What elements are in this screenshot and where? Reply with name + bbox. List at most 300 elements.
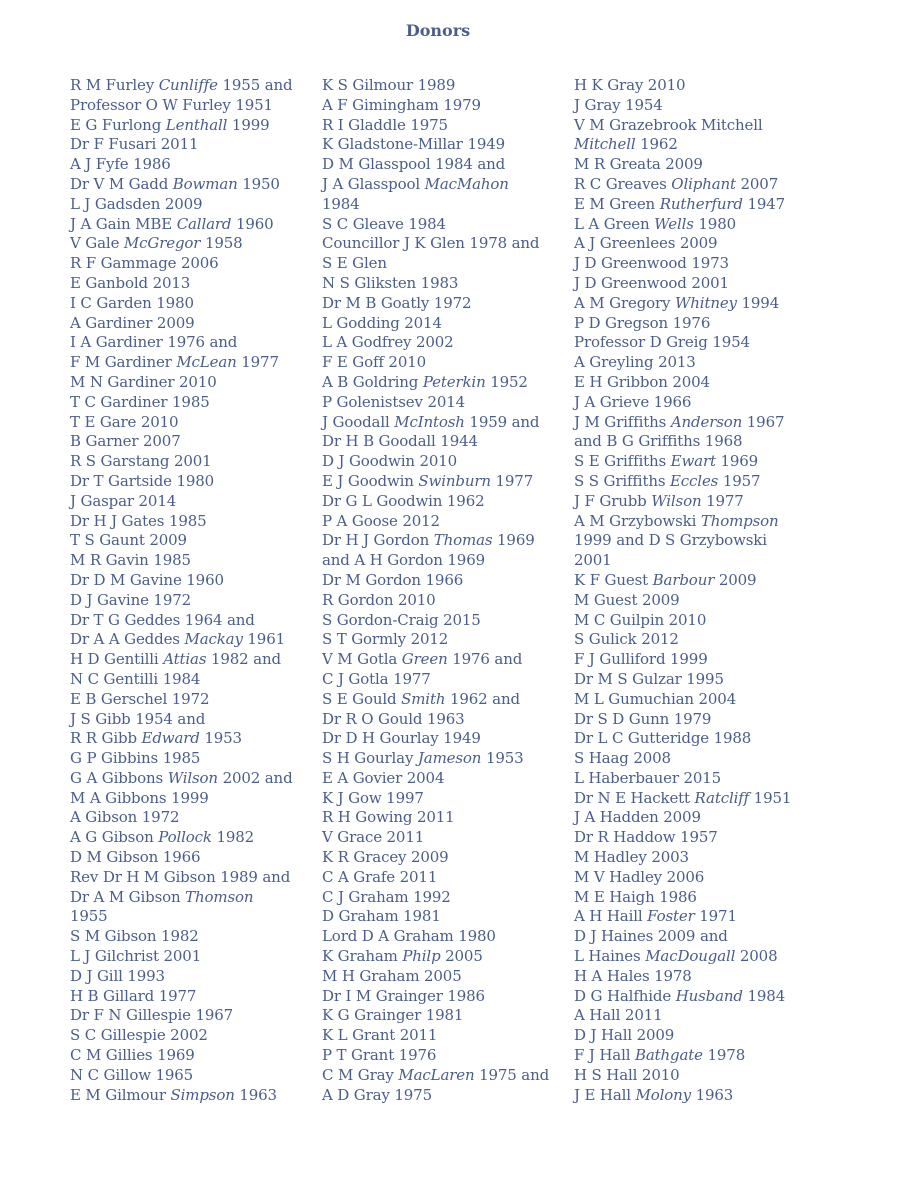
donor-entry — [574, 155, 814, 175]
donor-maiden-name: McGregor — [123, 234, 201, 253]
donor-entry-line — [70, 194, 310, 215]
donor-text: J A Glasspool — [322, 174, 425, 193]
donor-entry — [322, 729, 562, 749]
donor-text: Dr D M Gavine 1960 — [70, 570, 224, 589]
donor-text: A G Gibson — [70, 828, 159, 847]
donor-text: A M Grzybowski — [574, 511, 701, 530]
donor-text: H A Hales 1978 — [574, 966, 692, 985]
donor-text: D J Haines 2009 and — [574, 927, 728, 946]
donor-text: J Gaspar 2014 — [70, 491, 177, 510]
donor-entry — [574, 274, 814, 294]
donor-entry — [574, 512, 814, 571]
donor-text: T C Gardiner 1985 — [70, 392, 210, 411]
donor-entry-line — [70, 392, 310, 413]
donor-maiden-name: Rutherfurd — [659, 194, 743, 213]
donor-entry — [70, 551, 310, 571]
donor-entry — [574, 987, 814, 1007]
donor-entry-line — [322, 947, 562, 967]
donor-text: Dr N E Hackett — [574, 788, 695, 807]
donor-entry — [574, 670, 814, 690]
donor-text: L A Godfrey 2002 — [322, 333, 454, 352]
donor-maiden-name: Anderson — [670, 412, 743, 431]
donor-text: Dr H J Gates 1985 — [70, 511, 207, 530]
donor-entry — [70, 175, 310, 195]
donor-entry-line — [322, 511, 562, 532]
donor-text: M Hadley 2003 — [574, 848, 689, 867]
donor-entry-line — [322, 1006, 562, 1026]
donor-entry — [322, 353, 562, 373]
donor-entry-line — [70, 174, 310, 195]
donor-entry — [70, 76, 310, 116]
donor-text: J A Gain MBE — [70, 214, 177, 233]
donor-maiden-name: Philp — [402, 947, 441, 966]
donor-entry — [70, 868, 310, 927]
donor-text: C J Gotla 1977 — [322, 669, 431, 688]
donor-entry-line — [70, 709, 310, 730]
donor-text: M L Gumuchian 2004 — [574, 689, 737, 708]
donor-text: 1963 — [234, 1085, 277, 1104]
donor-text: L J Gilchrist 2001 — [70, 947, 202, 966]
donor-entry-line — [322, 174, 562, 195]
donor-entry-line — [574, 570, 814, 591]
page-title: Donors — [405, 21, 471, 40]
donor-text: K R Gracey 2009 — [322, 848, 449, 867]
donor-entry — [322, 155, 562, 214]
donor-entry — [70, 432, 310, 452]
donor-text: K J Gow 1997 — [322, 788, 424, 807]
donor-text: A Gibson 1972 — [70, 808, 180, 827]
donor-text: 2009 — [714, 570, 757, 589]
donor-entry-line — [322, 570, 562, 591]
donor-entry-line — [70, 115, 310, 136]
donor-maiden-name: Peterkin — [422, 372, 486, 391]
donor-entry — [574, 571, 814, 591]
donor-entry-line — [322, 907, 562, 927]
donor-entry-line — [322, 966, 562, 987]
donor-text: L Haberbauer 2015 — [574, 768, 722, 787]
donor-text: Lord D A Graham 1980 — [322, 927, 496, 946]
donor-entry-line — [322, 234, 562, 254]
donor-entry — [322, 1006, 562, 1026]
donor-entry-line — [322, 768, 562, 789]
donor-entry — [574, 393, 814, 413]
donor-text: L A Green — [574, 214, 655, 233]
donor-maiden-name: Callard — [176, 214, 232, 233]
donor-text: R I Gladdle 1975 — [322, 115, 448, 134]
donor-entry — [322, 333, 562, 353]
donor-text: L Godding 2014 — [322, 313, 442, 332]
donor-entry — [574, 611, 814, 631]
donor-text: 1958 — [200, 234, 243, 253]
donor-entry — [322, 789, 562, 809]
donor-text: Dr A A Geddes — [70, 630, 185, 649]
donor-entry — [574, 690, 814, 710]
donor-text: D G Halfhide — [574, 986, 676, 1005]
donor-entry-line — [70, 531, 310, 551]
donor-entry-line — [322, 927, 562, 947]
donor-entry-line — [574, 214, 814, 235]
donor-text: J A Hadden 2009 — [574, 808, 701, 827]
donor-entry-line — [574, 115, 814, 136]
donor-text: L Haines — [574, 947, 646, 966]
donor-text: T E Gare 2010 — [70, 412, 179, 431]
donor-entry-line — [322, 115, 562, 136]
donor-maiden-name: Attias — [163, 650, 207, 669]
donor-entry — [322, 1026, 562, 1046]
donor-entry — [70, 215, 310, 235]
donor-entry-line — [574, 590, 814, 611]
donor-entry-line — [322, 333, 562, 353]
donor-entry-line — [322, 372, 562, 393]
donor-entry-line — [70, 432, 310, 452]
donor-entry — [322, 492, 562, 512]
donor-entry — [322, 650, 562, 690]
donor-entry-line — [574, 135, 814, 155]
donor-text: M C Guilpin 2010 — [574, 610, 707, 629]
donor-entry — [322, 848, 562, 868]
donor-text: A Greyling 2013 — [574, 353, 696, 372]
donor-text: S S Griffiths — [574, 471, 670, 490]
donor-entry — [70, 195, 310, 215]
donor-entry-line — [322, 214, 562, 235]
donor-entry — [574, 413, 814, 453]
donor-entry-line — [574, 76, 814, 96]
donor-text: G A Gibbons — [70, 768, 168, 787]
donor-text: 1980 — [693, 214, 736, 233]
donor-text: G P Gibbins 1985 — [70, 749, 201, 768]
donor-entry-line — [70, 511, 310, 532]
donor-text: K Graham — [322, 947, 403, 966]
donor-entry-line — [574, 650, 814, 670]
donor-entry — [574, 927, 814, 967]
donor-text: V M Gotla — [322, 650, 402, 669]
donor-text: 1976 and — [447, 650, 523, 669]
donor-entry — [70, 274, 310, 294]
donor-maiden-name: Swinburn — [418, 471, 491, 490]
donor-text: 1950 — [237, 174, 280, 193]
donor-entry — [70, 254, 310, 274]
donor-text: Dr F N Gillespie 1967 — [70, 1006, 234, 1025]
donor-text: A Hall 2011 — [574, 1006, 663, 1025]
donor-entry — [322, 373, 562, 393]
donor-entry-line — [322, 293, 562, 314]
donor-text: Dr M S Gulzar 1995 — [574, 669, 724, 688]
donor-entry — [574, 314, 814, 334]
donor-text: R S Garstang 2001 — [70, 452, 212, 471]
donor-entry-line — [574, 392, 814, 413]
donor-entry-line — [574, 471, 814, 492]
donor-text: 1962 — [635, 135, 678, 154]
donor-entry-line — [70, 590, 310, 611]
donor-text: 2007 — [735, 174, 779, 193]
donor-entry-line — [574, 749, 814, 769]
donor-entry — [70, 927, 310, 947]
donor-entry-line — [322, 887, 562, 908]
donor-text: 1952 — [485, 372, 528, 391]
donor-entry — [574, 195, 814, 215]
donor-entry — [574, 452, 814, 472]
donor-text: 1959 and — [464, 412, 540, 431]
donor-text: E M Green — [574, 194, 660, 213]
donor-text: 1963 — [691, 1085, 734, 1104]
donor-text: A M Gregory — [574, 293, 676, 312]
donor-text: F J Gulliford 1999 — [574, 650, 708, 669]
donor-entry — [322, 96, 562, 116]
donor-entry-line — [574, 452, 814, 472]
donor-text: and A H Gordon 1969 — [322, 551, 485, 570]
donor-entry-line — [574, 194, 814, 215]
donor-entry — [70, 1046, 310, 1066]
donor-entry-line — [574, 531, 814, 551]
donor-entry-line — [70, 1026, 310, 1046]
donor-text: H B Gillard 1977 — [70, 986, 197, 1005]
donor-entry — [574, 492, 814, 512]
donor-text: D Graham 1981 — [322, 907, 441, 926]
donor-text: Dr I M Grainger 1986 — [322, 986, 485, 1005]
donor-text: N S Gliksten 1983 — [322, 273, 459, 292]
donor-entry-line — [322, 1046, 562, 1066]
donor-text: A B Goldring — [322, 372, 423, 391]
donor-text: M E Haigh 1986 — [574, 887, 697, 906]
donor-entry — [574, 907, 814, 927]
donor-entry — [70, 393, 310, 413]
donor-text: J S Gibb 1954 and — [70, 709, 206, 728]
donor-text: 1999 and D S Grzybowski — [574, 531, 767, 550]
donor-text: A J Greenlees 2009 — [574, 234, 718, 253]
donor-entry-line — [322, 135, 562, 155]
donor-entry — [70, 828, 310, 848]
donor-entry — [70, 1026, 310, 1046]
donor-text: C M Gillies 1969 — [70, 1046, 195, 1065]
donor-entry-line — [322, 1026, 562, 1046]
donor-text: M R Greata 2009 — [574, 155, 703, 174]
donor-text: 2008 — [735, 947, 778, 966]
donor-entry-line — [322, 76, 562, 96]
donor-text: A D Gray 1975 — [322, 1085, 432, 1104]
donor-entry-line — [70, 828, 310, 848]
donor-text: K G Grainger 1981 — [322, 1006, 464, 1025]
donor-entry-line — [574, 848, 814, 868]
donor-entry-line — [322, 194, 562, 215]
donor-entry — [322, 393, 562, 413]
donor-entry-line — [70, 966, 310, 987]
donor-text: N C Gentilli 1984 — [70, 669, 201, 688]
donor-entry — [574, 215, 814, 235]
donor-entry — [70, 333, 310, 373]
donor-entry-line — [322, 867, 562, 888]
donor-text: S T Gormly 2012 — [322, 630, 449, 649]
donor-entry — [70, 848, 310, 868]
donor-entry-line — [574, 828, 814, 848]
donor-text: 1978 — [702, 1046, 746, 1065]
donor-maiden-name: Mitchell — [574, 135, 636, 154]
donor-text: Dr M B Goatly 1972 — [322, 293, 472, 312]
donor-maiden-name: Eccles — [670, 471, 719, 490]
donor-entry-line — [574, 709, 814, 730]
donor-entry-line — [322, 630, 562, 650]
donor-entry-line — [322, 749, 562, 769]
donor-entry-line — [574, 907, 814, 927]
donor-entry-line — [70, 986, 310, 1007]
donor-entry-line — [574, 1065, 814, 1086]
donor-text: J A Grieve 1966 — [574, 392, 692, 411]
donor-text: Dr H B Goodall 1944 — [322, 432, 478, 451]
donor-text: J D Greenwood 1973 — [574, 254, 729, 273]
donor-entry-line — [322, 491, 562, 512]
donor-text: Dr S D Gunn 1979 — [574, 709, 712, 728]
donor-entry — [322, 472, 562, 492]
donor-maiden-name: Whitney — [675, 293, 737, 312]
donor-maiden-name: Jameson — [417, 749, 482, 768]
donor-entry-line — [70, 372, 310, 393]
donor-maiden-name: Foster — [647, 907, 695, 926]
donor-entry — [322, 947, 562, 967]
donor-entry — [574, 888, 814, 908]
donor-text: Dr G L Goodwin 1962 — [322, 491, 485, 510]
donor-entry — [574, 650, 814, 670]
donor-maiden-name: Ewart — [670, 452, 716, 471]
donor-entry-line — [70, 471, 310, 492]
donor-entry-line — [574, 927, 814, 947]
donor-text: T S Gaunt 2009 — [70, 531, 187, 550]
donor-entry-line — [70, 135, 310, 155]
donor-entry — [574, 591, 814, 611]
donor-text: M N Gardiner 2010 — [70, 372, 217, 391]
donor-entry-line — [70, 254, 310, 274]
donor-text: R C Greaves — [574, 174, 672, 193]
donor-entry — [322, 868, 562, 888]
donor-text: 1977 — [490, 471, 534, 490]
donor-maiden-name: Molony — [635, 1085, 691, 1104]
donor-entry-line — [70, 887, 310, 908]
donor-entry — [70, 808, 310, 828]
donor-entry-line — [574, 1026, 814, 1046]
donor-text: 1969 — [715, 452, 759, 471]
donor-entry — [322, 591, 562, 611]
donor-entry — [322, 888, 562, 908]
donor-entry-line — [70, 749, 310, 769]
donor-entry — [70, 116, 310, 136]
donor-text: 1994 — [736, 293, 780, 312]
donor-entry — [70, 1086, 310, 1106]
donor-text: 1947 — [742, 194, 786, 213]
donor-entry-line — [574, 95, 814, 116]
donor-text: E J Goodwin — [322, 471, 419, 490]
donor-entry-line — [70, 907, 310, 927]
donor-entry-line — [70, 214, 310, 235]
donor-text: M R Gavin 1985 — [70, 551, 191, 570]
donor-entry-line — [574, 293, 814, 314]
donor-text: E A Govier 2004 — [322, 768, 445, 787]
donor-entry-line — [70, 412, 310, 433]
donor-entry-line — [70, 353, 310, 373]
donor-entry-line — [322, 551, 562, 571]
donor-entry — [70, 1066, 310, 1086]
donor-entry-line — [70, 234, 310, 254]
donor-maiden-name: Mackay — [184, 630, 243, 649]
donor-entry-line — [322, 471, 562, 492]
donor-text: S E Griffiths — [574, 452, 671, 471]
donor-entry-line — [322, 1065, 562, 1086]
donor-text: S E Glen — [322, 254, 387, 273]
donor-entry — [322, 907, 562, 927]
donor-entry — [70, 650, 310, 690]
donor-text: B Garner 2007 — [70, 432, 181, 451]
donor-entry-line — [574, 768, 814, 789]
donor-entry-line — [322, 254, 562, 274]
donor-entry-line — [322, 155, 562, 175]
donor-text: S M Gibson 1982 — [70, 927, 199, 946]
donor-entry-line — [70, 848, 310, 868]
donor-text: D M Gibson 1966 — [70, 848, 201, 867]
donor-entry-line — [574, 174, 814, 195]
donor-entry — [70, 690, 310, 710]
donor-text: F E Goff 2010 — [322, 353, 427, 372]
donor-entry-line — [574, 432, 814, 452]
donor-entry — [70, 452, 310, 472]
donor-text: J Gray 1954 — [574, 95, 663, 114]
donor-text: Dr T G Geddes 1964 and — [70, 610, 255, 629]
donor-maiden-name: Bathgate — [635, 1046, 703, 1065]
donor-text: R H Gowing 2011 — [322, 808, 455, 827]
donor-entry — [322, 571, 562, 591]
donor-entry-line — [70, 333, 310, 353]
donor-entry — [70, 591, 310, 611]
donor-entry — [70, 234, 310, 254]
donor-entry — [322, 1066, 562, 1106]
donor-entry — [574, 333, 814, 353]
donor-entry-line — [574, 689, 814, 710]
donor-text: J M Griffiths — [574, 412, 671, 431]
donor-text: C A Grafe 2011 — [322, 867, 438, 886]
donor-entry — [70, 749, 310, 769]
donor-maiden-name: Thomson — [185, 887, 254, 906]
donor-entry — [322, 135, 562, 155]
donor-text: Dr R O Gould 1963 — [322, 709, 465, 728]
donor-entry — [322, 314, 562, 334]
donor-entry — [322, 234, 562, 274]
donor-text: V Gale — [70, 234, 124, 253]
donor-entry-line — [322, 848, 562, 868]
donor-entry — [70, 947, 310, 967]
donor-text: A J Fyfe 1986 — [70, 155, 171, 174]
donor-entry-line — [322, 1085, 562, 1106]
donor-entry — [70, 135, 310, 155]
donor-text: 1962 and — [445, 689, 520, 708]
donor-entry — [70, 710, 310, 750]
donor-entry-line — [574, 887, 814, 908]
donor-entry-line — [574, 372, 814, 393]
donor-column-3 — [574, 76, 814, 1105]
donor-entry — [574, 828, 814, 848]
donor-entry-line — [70, 1085, 310, 1106]
donor-entry-line — [70, 155, 310, 175]
donor-entry — [574, 967, 814, 987]
donor-entry-line — [574, 155, 814, 175]
donor-entry-line — [70, 1046, 310, 1066]
donor-entry — [70, 314, 310, 334]
donor-text: E Ganbold 2013 — [70, 273, 191, 292]
donor-entry — [574, 1026, 814, 1046]
donor-text: 1977 — [236, 353, 279, 372]
donor-text: P Golenistsev 2014 — [322, 392, 466, 411]
donor-entry-line — [70, 729, 310, 749]
donor-entry — [574, 472, 814, 492]
donor-entry-line — [574, 986, 814, 1007]
donor-entry — [322, 76, 562, 96]
donor-maiden-name: Thompson — [700, 511, 779, 530]
donor-text: N C Gillow 1965 — [70, 1065, 194, 1084]
